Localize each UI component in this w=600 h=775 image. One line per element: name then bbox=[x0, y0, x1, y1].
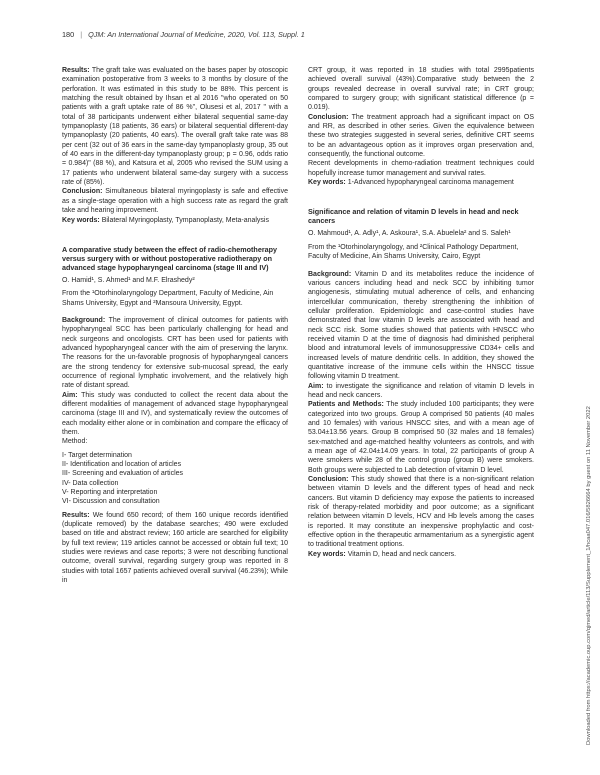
list-item: V- Reporting and interpretation bbox=[62, 489, 158, 497]
background-paragraph-right bbox=[308, 270, 534, 382]
aim-paragraph bbox=[62, 391, 288, 438]
article-title-vitamin-d: Significance and relation of vitamin D levels in head and neck cancers bbox=[308, 207, 519, 226]
list-item: IV- Data collection bbox=[62, 479, 119, 487]
background-text: Vitamin D and its metabolites reduce the incidence of various cancers including head and neck SCC by inhibiting tumor angiogenesis, stimulating mutual adherence of cells, and enhancing intercellular communication, thereby strengthening the inhibition of cellular proliferation. Epidemiologic and case-control studies have demonstrated that low vitamin D levels are associated with head and neck SCC risk. Some studies showed that patients with HNSCC who received vitamin D at the time of diagnosis had diminished peripheral blood and intratumoral levels of immunosuppressive CD34+ cells and increased levels of mature dendritic cells. In addition, they showed the quantitative increase of the immune cells within the HNSCC tissue following vitamin D treatment. bbox=[308, 270, 534, 381]
keywords-text: 1-Advanced hypopharyngeal carcinoma management bbox=[347, 179, 514, 187]
keywords-paragraph bbox=[62, 216, 288, 225]
conclusion-label: Conclusion: bbox=[308, 113, 349, 121]
header-separator: | bbox=[80, 30, 83, 39]
method-label: Method: bbox=[62, 438, 88, 446]
keywords2-text: Vitamin D, head and neck cancers. bbox=[347, 550, 457, 558]
keywords2-label: Key words: bbox=[308, 550, 346, 558]
background-text: The improvement of clinical outcomes for patients with hypopharyngeal SCC has been particularly challenging for head and neck surgeons and oncologists. CRT has been used for patients with advanced hypopharyngeal cancer with the aim of preserving the larynx. The reasons for the un-favorable prognosis of hypopharyngeal cancers are the strong tendency for extensive sub-mucosal spread, the early occurrence of regional lymphatic involvement, and the relatively high rate of distant spread. bbox=[62, 316, 288, 390]
running-header bbox=[62, 30, 305, 39]
keywords2-paragraph bbox=[308, 550, 534, 559]
keywords-label: Key words: bbox=[62, 216, 100, 224]
results-label: Results: bbox=[62, 67, 90, 74]
background-label: Background: bbox=[62, 316, 106, 324]
article-title-hypopharyngeal: A comparative study between the effect of radio-chemotherapy versus surgery with or without postoperative radiotherapy on advanced stage hypopharyngeal carcinoma (stage III and IV) bbox=[62, 244, 278, 272]
background-paragraph bbox=[62, 316, 288, 391]
journal-citation: QJM: An International Journal of Medicine, 2020, Vol. 113, Suppl. 1 bbox=[88, 30, 305, 39]
authors-hypopharyngeal: O. Hamid¹, S. Ahmed¹ and M.F. Elrashedy² bbox=[62, 276, 195, 284]
right-column bbox=[308, 66, 534, 559]
left-column bbox=[62, 66, 288, 586]
conclusion2-paragraph bbox=[308, 475, 534, 550]
keywords-label: Key words: bbox=[308, 179, 346, 187]
list-item: I- Target determination bbox=[62, 451, 132, 459]
keywords-text: Bilateral Myringoplasty, Tympanoplasty, Meta-analysis bbox=[101, 216, 269, 224]
method-steps-list bbox=[62, 451, 288, 507]
affiliation-vitamin-d: From the ¹Otorhinolaryngology, and ²Clinical Pathology Department, Faculty of Medicine, Ain Shams University, Cairo, Egypt bbox=[308, 243, 519, 261]
aim-label: Aim: bbox=[62, 391, 78, 399]
page-number: 180 bbox=[62, 30, 75, 39]
conclusion-paragraph-right bbox=[308, 113, 534, 160]
authors-vitamin-d: O. Mahmoud¹, A. Adly¹, A. Askoura¹, S.A. Abuelela² and S. Saleh¹ bbox=[308, 230, 511, 238]
patients-methods-paragraph bbox=[308, 400, 534, 475]
aim-text: This study was conducted to collect the recent data about the different modalities of management of advanced stage hypopharyngeal carcinoma (stage III and IV), and systematically review the outcomes of each modality either alone or in combination and compare the efficacy of them. bbox=[62, 391, 288, 436]
list-item: III- Screening and evaluation of articles bbox=[62, 470, 184, 478]
conclusion-text: The treatment approach had a significant impact on OS and RR, as described in other series. Given the equivalence between these two strategies suggested in several series, definitive CRT seems to be an advantageous option as it improves organ preservation and, consequently, the functional outcome. bbox=[308, 113, 534, 159]
conclusion-label: Conclusion: bbox=[62, 188, 103, 196]
background-label: Background: bbox=[308, 270, 352, 278]
aim-label: Aim: bbox=[308, 382, 324, 390]
conclusion2-label: Conclusion: bbox=[308, 476, 349, 484]
aim-text: to investigate the significance and relation of vitamin D levels in head and neck cancers. bbox=[308, 382, 534, 399]
conclusion-paragraph bbox=[62, 187, 288, 215]
conclusion-text: Simultaneous bilateral myringoplasty is safe and effective as a single-stage operation with a high success rate as regard the graft take and hearing improvement. bbox=[62, 188, 288, 215]
recent-developments-text: Recent developments in chemo-radiation treatment techniques could hopefully increase tumor management and survival rates. bbox=[308, 160, 534, 177]
affiliation-hypopharyngeal: From the ¹Otorhinolaryngology Department, Faculty of Medicine, Ain Shams University, Egypt and ²Mansoura University, Egypt. bbox=[62, 290, 274, 307]
list-item: II- Identification and location of articles bbox=[62, 461, 182, 469]
aim-paragraph-right bbox=[308, 382, 534, 401]
results-paragraph bbox=[62, 66, 288, 187]
patients-methods-label: Patients and Methods: bbox=[308, 401, 384, 409]
download-note: Downloaded from https://academic.oup.com/qjmed/article/113/Supplement_1/hcaa047.016/5826664 by guest on 11 November 2022 bbox=[586, 406, 592, 745]
results2-paragraph bbox=[62, 511, 288, 586]
download-sidebar bbox=[586, 85, 596, 745]
results2-label: Results: bbox=[62, 511, 90, 519]
patients-methods-text: The study included 100 participants; they were categorized into two groups. Group A comprised 50 patients (40 males and 10 females) with various HNSCC sites, and with a mean age of 53.04±13.56 years. Group B comprised 50 (32 males and 18 females) sex-matched and age-matched healthy volunteers as controls, and with a mean age of 42.04±14.09 years. In total, 22 participants of group A were smokers while 28 of the control group (group B) were smokers. Both groups were subjected to Lab detection of vitamin D level. bbox=[308, 401, 534, 474]
keywords-paragraph-right bbox=[308, 178, 534, 187]
continued-results-text: CRT group, it was reported in 18 studies with total 2995patients achieved overall survival (43%).Comparative study between the 2 groups revealed decrease in overall survival rate; in CRT group; compared to surgery group; with significant statistical difference (p = 0.019). bbox=[308, 67, 534, 112]
conclusion2-text: This study showed that there is a non-significant relation between vitamin D levels and the different types of head and neck cancers. But vitamin D deficiency may expose the patients to increased risk of therapy-related morbidity and poor outcome; as a significant relation between vitamin D levels, HCV and Hb levels among the cases is reported. It may constitute an inexpensive prophylactic and cost-effective option in the therapeutic armamentarium as a synergistic agent to traditional treatment options. bbox=[308, 476, 534, 549]
list-item: VI- Discussion and consultation bbox=[62, 498, 160, 506]
results-text: The graft take was evaluated on the bases paper by otoscopic examination postoperative from 3 weeks to 3 months by closure of the perforation. It was estimated in this study to be 88%. This percent is matching the result obtained by Ihsan et al 2016 "who operated on 50 patients with a graft uptake rate of 86 %", Olusesi et al, 2017 " with a total of 38 participants underwent either bilateral sequential same-day tympanoplasty (18 patients, 36 ears) or bilateral sequential different-day tympanoplasty (20 patients, 40 ears). The overall graft take rate was 88 per cent (32 out of 36 ears in the same-day tympanoplasty group, 35 out of 40 ears in the different-day tympanoplasty group; p = 0.96, odds ratio = 0.984)" (88 %), and Katsura et al, 2005 who revised the SUM using a 17 patients who underwent bilateral same-day surgery with a success rate of (85%). bbox=[62, 67, 288, 187]
results2-text: We found 650 record; of them 160 unique records identified (duplicate removed) by the database searches; 490 were excluded based on title and abstract review; 160 article are searched for eligibility by full text review; 119 articles cannot be accessed or obtain full text; 10 studies were reviews and case reports; 3 were not describing functional outcome, overall survival, regarding surgery group was reported in 8 studies with total 1657 patients achieved overall survival (46.23%); While in bbox=[62, 511, 288, 585]
